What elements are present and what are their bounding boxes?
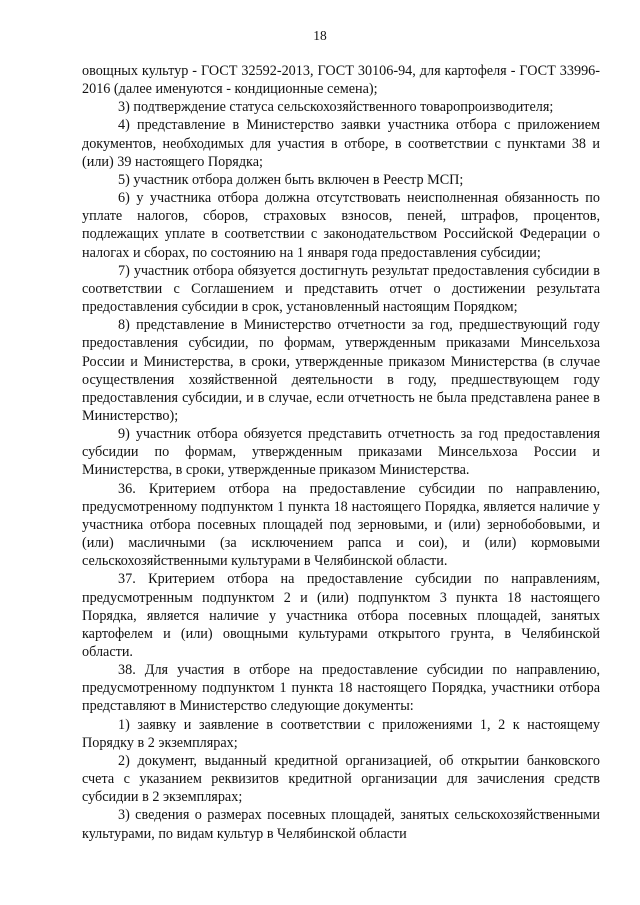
paragraph-seed-standards-continued: овощных культур - ГОСТ 32592-2013, ГОСТ 30106-94, для картофеля - ГОСТ 33996-2016 (далее именуются - кондиционные семена); — [82, 63, 600, 98]
paragraph-clause-38: 38. Для участия в отборе на предоставление субсидии по направлению, предусмотренному подпунктом 1 пункта 18 настоящего Порядка, участники отбора представляют в Министерство следующие документы: — [82, 662, 600, 715]
paragraph-item-4: 4) представление в Министерство заявки участника отбора с приложением документов, необходимых для участия в отборе, в соответствии с пунктами 38 и (или) 39 настоящего Порядка; — [82, 117, 600, 170]
page-number: 18 — [313, 28, 327, 43]
paragraph-clause-36: 36. Критерием отбора на предоставление субсидии по направлению, предусмотренному подпунктом 1 пункта 18 настоящего Порядка, является наличие у участника отбора посевных площадей под зерновыми, и (или) зернобобовыми, и (или) масличными (за исключением рапса и сои), и (или) кормовыми сельскохозяйственными культурами в Челябинской области. — [82, 480, 600, 570]
paragraph-item-8: 8) представление в Министерство отчетности за год, предшествующий году предоставления субсидии, по формам, утвержденным приказами Минсельхоза России и Министерства, в сроки, утвержденные приказом Министерства (в случае осуществления хозяйственной деятельности в году, предшествующем году предоставления субсидии, и в случае, если отчетность не была представлена ранее в Министерство); — [82, 317, 600, 424]
paragraph-item-6: 6) у участника отбора должна отсутствовать неисполненная обязанность по уплате налогов, сборов, страховых взносов, пеней, штрафов, процентов, подлежащих уплате в соответствии с законодательством Российской Федерации о налогах и сборах, по состоянию на 1 января года предоставления субсидии; — [82, 190, 600, 261]
paragraph-clause-37: 37. Критерием отбора на предоставление субсидии по направлениям, предусмотренным подпунктом 2 и (или) подпунктом 3 пункта 18 настоящего Порядка, является наличие у участника отбора посевных площадей, занятых картофелем и (или) овощными культурами открытого грунта, в Челябинской области. — [82, 571, 600, 660]
paragraph-clause-38-item-1: 1) заявку и заявление в соответствии с приложениями 1, 2 к настоящему Порядку в 2 экземплярах; — [82, 716, 600, 751]
paragraph-clause-38-item-2: 2) документ, выданный кредитной организацией, об открытии банковского счета с указанием реквизитов кредитной организации для зачисления средств субсидии в 2 экземплярах; — [82, 752, 600, 806]
paragraph-clause-38-item-3: 3) сведения о размерах посевных площадей, занятых сельскохозяйственными культурами, по видам культур в Челябинской области — [82, 807, 600, 842]
paragraph-item-9: 9) участник отбора обязуется представить отчетность за год предоставления субсидии по формам, утвержденным приказами Минсельхоза России и Министерства, в сроки, утвержденные приказом Министерства. — [82, 426, 600, 479]
paragraph-item-3: 3) подтверждение статуса сельскохозяйственного товаропроизводителя; — [118, 99, 554, 116]
paragraph-item-7: 7) участник отбора обязуется достигнуть результат предоставления субсидии в соответствии с Соглашением и представить отчет о достижении результата предоставления субсидии в срок, установленный настоящим Порядком; — [82, 262, 600, 316]
paragraph-item-5: 5) участник отбора должен быть включен в Реестр МСП; — [118, 171, 464, 188]
document-body — [82, 62, 600, 843]
